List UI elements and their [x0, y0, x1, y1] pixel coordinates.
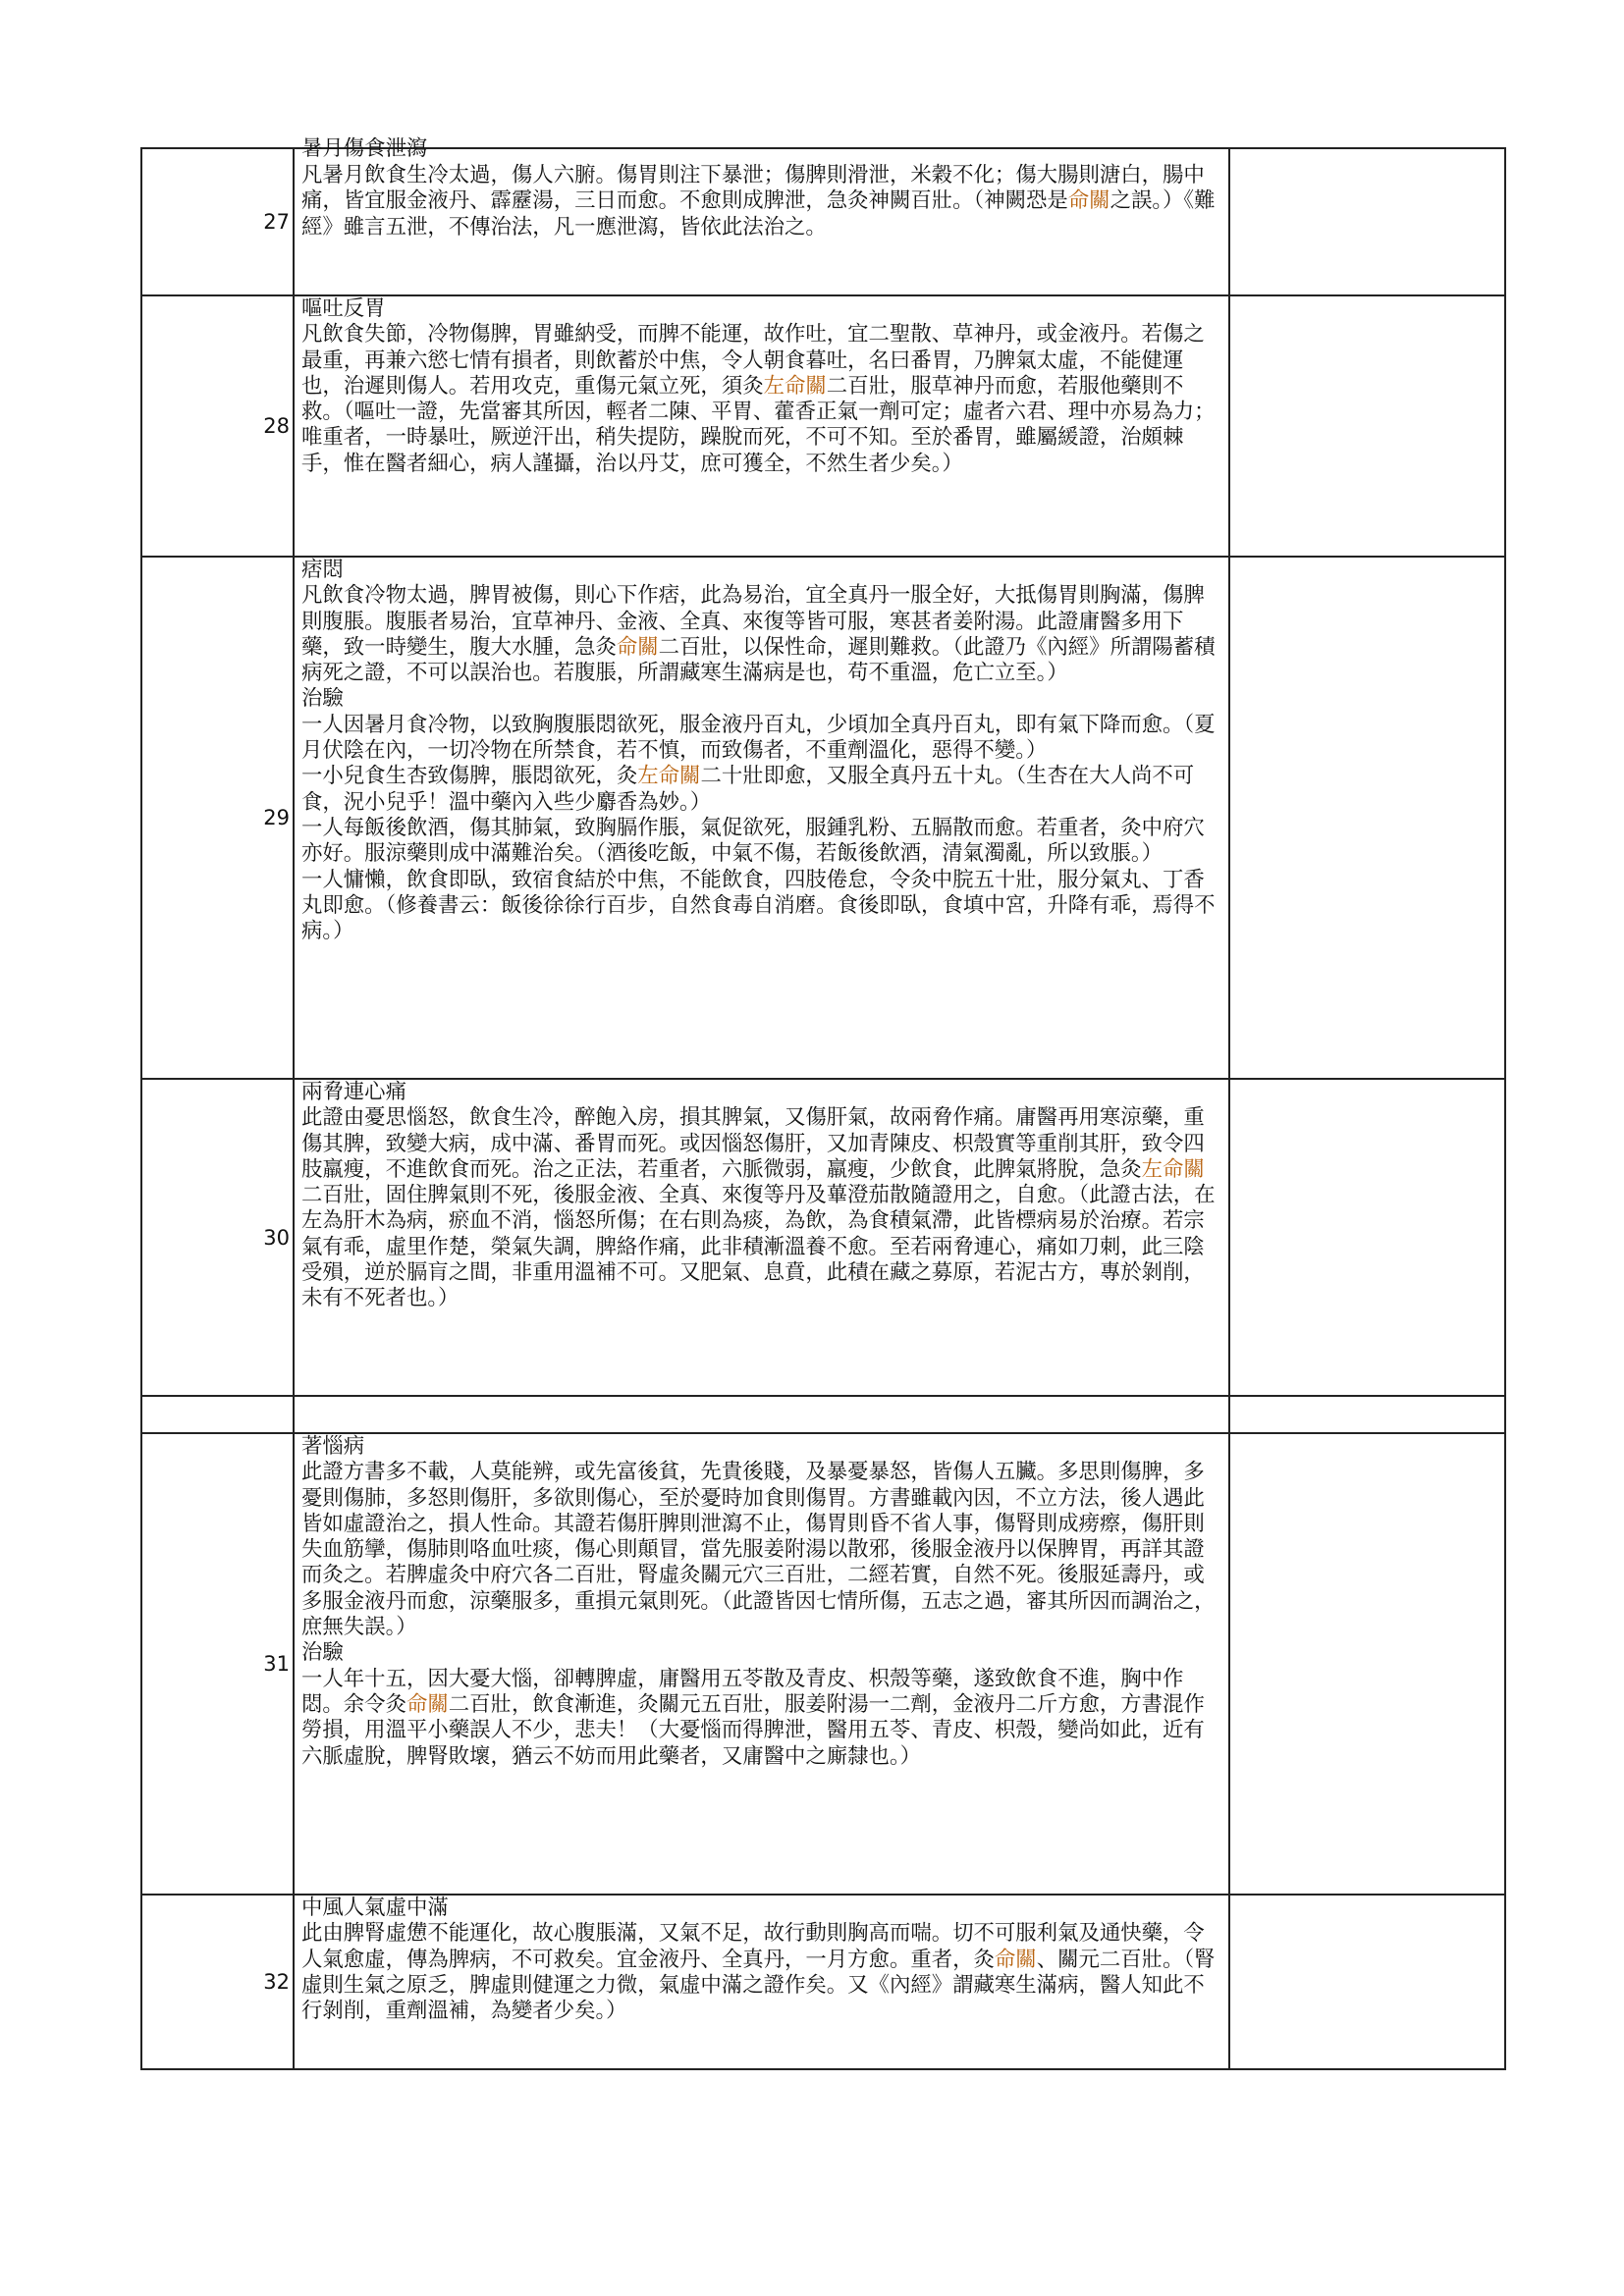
row-content: [294, 295, 1229, 557]
row-number: 32: [141, 1895, 294, 2069]
highlighted-term: 左命關: [1141, 1156, 1205, 1182]
table-row: [141, 1895, 1505, 2069]
note-cell: [1229, 295, 1505, 557]
table-row: [141, 295, 1505, 557]
section-title: 痞悶: [301, 558, 344, 582]
table-row: [141, 148, 1505, 295]
highlighted-term: 命關: [616, 634, 659, 660]
row-number: 28: [141, 295, 294, 557]
row-number: [141, 1396, 294, 1433]
paragraph: 一人每飯後飲酒，傷其肺氣，致胸膈作脹，氣促欲死，服鍾乳粉、五膈散而愈。若重者，灸中府穴亦好。服涼藥則成中滿難治矣。（酒後吃飯，中氣不傷，若飯後飲酒，清氣濁亂，所以致脹。）: [301, 815, 1205, 867]
paragraph: 一人慵懶，飲食即臥，致宿食結於中焦，不能飲食，四肢倦怠，令灸中脘五十壯，服分氣丸、丁香丸即愈。（修養書云：飯後徐徐行百步，自然食毒自消磨。食後即臥，食填中宮，升降有乖，焉得不病。）: [301, 867, 1216, 944]
paragraph: 一人因暑月食冷物，以致胸腹脹悶欲死，服金液丹百丸，少頃加全真丹百丸，即有氣下降而愈。（夏月伏陰在內，一切冷物在所禁食，若不慎，而致傷者，不重劑溫化，惡得不變。）: [301, 712, 1216, 764]
row-content: [294, 557, 1229, 1079]
paragraph: 此證方書多不載，人莫能辨，或先富後貧，先貴後賤，及暴憂暴怒，皆傷人五臟。多思則傷脾，多憂則傷肺，多怒則傷肝，多欲則傷心，至於憂時加食則傷胃。方書雖載內因，不立方法，後人遇此皆如虛證治之，損人性命。其證若傷肝脾則泄瀉不止，傷胃則昏不省人事，傷腎則成痨瘵，傷肝則失血筋攣，傷肺則咯血吐痰，傷心則顛冒，當先服姜附湯以散邪，後服金液丹以保脾胃，再詳其證而灸之。若脾虛灸中府穴各二百壯，腎虛灸關元穴三百壯，二經若實，自然不死。後服延壽丹，或多服金液丹而愈，涼藥服多，重損元氣則死。（此證皆因七情所傷，五志之過，審其所因而調治之，庶無失誤。）: [301, 1460, 1216, 1640]
row-number: 27: [141, 148, 294, 295]
paragraph: 凡飲食失節，冷物傷脾，胃雖納受，而脾不能運，故作吐，宜二聖散、草神丹，或金液丹。若傷之最重，再兼六慾七情有損者，則飲蓄於中焦，令人朝食暮吐，名曰番胃，乃脾氣太虛，不能健運也，治遲則傷人。若用攻克，重傷元氣立死，須灸左命關二百壯，服草神丹而愈，若服他藥則不救。（嘔吐一證，先當審其所因，輕者二陳、平胃、藿香正氣一劑可定；虛者六君、理中亦易為力；唯重者，一時暴吐，厥逆汗出，稍失提防，躁脫而死，不可不知。至於番胃，雖屬緩證，治頗棘手，惟在醫者細心，病人謹攝，治以丹艾，庶可獲全，不然生者少矣。）: [301, 322, 1216, 476]
paragraph: 此由脾腎虛憊不能運化，故心腹脹滿，又氣不足，故行動則胸高而喘。切不可服利氣及通快藥，令人氣愈虛，傳為脾病，不可救矣。宜金液丹、全真丹，一月方愈。重者，灸命關、關元二百壯。（腎虛則生氣之原乏，脾虛則健運之力微，氣虛中滿之證作矣。又《內經》謂藏寒生滿病，醫人知此不行剝削，重劑溫補，為變者少矣。）: [301, 1921, 1216, 2024]
note-cell: [1229, 1396, 1505, 1433]
highlighted-term: 命關: [994, 1947, 1037, 1972]
section-title: 中風人氣虛中滿: [301, 1896, 449, 1920]
note-cell: [1229, 1079, 1505, 1396]
highlighted-term: 左命關: [637, 764, 701, 789]
highlighted-term: 命關: [1067, 188, 1110, 214]
section-title: 兩脅連心痛: [301, 1080, 406, 1104]
note-cell: [1229, 1895, 1505, 2069]
section-title: 暑月傷食泄瀉: [301, 136, 428, 161]
case-table-body: [141, 136, 1505, 2069]
table-row: [141, 1433, 1505, 1895]
table-row: [141, 1079, 1505, 1396]
row-number: 29: [141, 557, 294, 1079]
paragraph: 凡暑月飲食生冷太過，傷人六腑。傷胃則注下暴泄；傷脾則滑泄，米穀不化；傷大腸則溏白，腸中痛，皆宜服金液丹、霹靂湯，三日而愈。不愈則成脾泄，急灸神闕百壯。（神闕恐是命關之誤。）《難經》雖言五泄，不傳治法，凡一應泄瀉，皆依此法治之。: [301, 163, 1216, 240]
row-content: [294, 1079, 1229, 1396]
note-cell: [1229, 148, 1505, 295]
row-content: [294, 136, 1229, 295]
note-cell: [1229, 557, 1505, 1079]
highlighted-term: 命關: [406, 1691, 449, 1717]
row-content: [294, 1895, 1229, 2069]
paragraph: 凡飲食冷物太過，脾胃被傷，則心下作痞，此為易治，宜全真丹一服全好，大抵傷胃則胸滿，傷脾則腹脹。腹脹者易治，宜草神丹、金液、全真、來復等皆可服，寒甚者姜附湯。此證庸醫多用下藥，致一時變生，腹大水腫，急灸命關二百壯，以保性命，遲則難救。（此證乃《內經》所謂陽蓄積病死之證，不可以誤治也。若腹脹，所謂藏寒生滿病是也，苟不重溫，危亡立至。）: [301, 583, 1216, 686]
row-content: [294, 1433, 1229, 1895]
row-number: 30: [141, 1079, 294, 1396]
row-number: 31: [141, 1433, 294, 1895]
highlighted-term: 左命關: [763, 373, 827, 399]
paragraph: 一人年十五，因大憂大惱，卻轉脾虛，庸醫用五苓散及青皮、枳殼等藥，遂致飲食不進，胸中作悶。余令灸命關二百壯，飲食漸進，灸關元五百壯，服姜附湯一二劑，金液丹二斤方愈，方書混作勞損，用溫平小藥誤人不少，悲夫！（大憂惱而得脾泄，醫用五苓、青皮、枳殼，變尚如此，近有六脈虛脫，脾腎敗壞，猶云不妨而用此藥者，又庸醫中之廝隸也。）: [301, 1666, 1205, 1769]
section-title: 嘔吐反胃: [301, 296, 386, 321]
paragraph: 一小兒食生杏致傷脾，脹悶欲死，灸左命關二十壯即愈，又服全真丹五十丸。（生杏在大人尚不可食，況小兒乎！溫中藥內入些少麝香為妙。）: [301, 764, 1195, 815]
case-table: [140, 136, 1506, 2070]
subheading: 治驗: [301, 1640, 344, 1666]
row-content: [294, 1396, 1229, 1433]
subheading: 治驗: [301, 686, 344, 712]
note-cell: [1229, 1433, 1505, 1895]
empty-row: [141, 1396, 1505, 1433]
paragraph: 此證由憂思惱怒，飲食生冷，醉飽入房，損其脾氣，又傷肝氣，故兩脅作痛。庸醫再用寒涼藥，重傷其脾，致變大病，成中滿、番胃而死。或因惱怒傷肝，又加青陳皮、枳殼實等重削其肝，致令四肢羸瘦，不進飲食而死。治之正法，若重者，六脈微弱，羸瘦，少飲食，此脾氣將脫，急灸左命關二百壯，固住脾氣則不死，後服金液、全真、來復等丹及蓽澄茄散隨證用之，自愈。（此證古法，在左為肝木為病，瘀血不消，惱怒所傷；在右則為痰，為飲，為食積氣滯，此皆標病易於治療。若宗氣有乖，虛里作楚，榮氣失調，脾絡作痛，此非積漸溫養不愈。至若兩脅連心，痛如刀刺，此三陰受殞，逆於膈肓之間，非重用溫補不可。又肥氣、息賁，此積在藏之募原，若泥古方，專於剝削，未有不死者也。）: [301, 1105, 1216, 1311]
table-row: [141, 557, 1505, 1079]
section-title: 著惱病: [301, 1434, 365, 1459]
